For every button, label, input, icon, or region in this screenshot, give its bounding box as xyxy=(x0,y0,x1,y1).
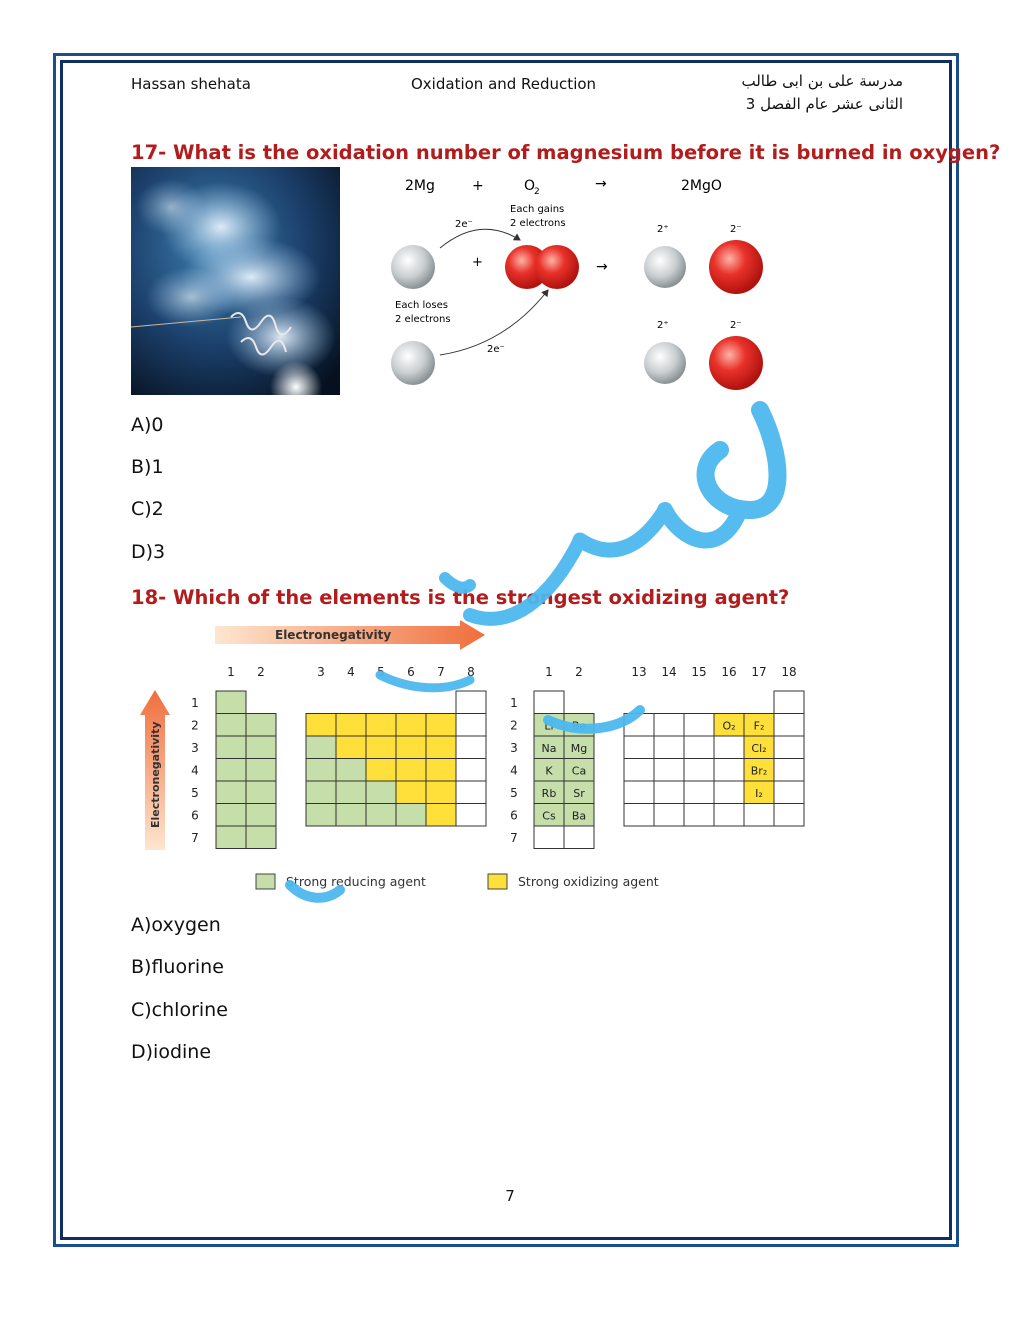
element-symbol: Cl₂ xyxy=(751,742,767,755)
element-symbol: F₂ xyxy=(753,719,765,733)
right-period-label: 5 xyxy=(510,786,518,800)
question-18-text: 18- Which of the elements is the strongest oxidizing agent? xyxy=(131,586,790,609)
equation-plus: + xyxy=(472,178,484,194)
element-symbol: Be xyxy=(571,719,587,733)
right-period-label: 7 xyxy=(510,831,518,845)
equation-mgo: 2MgO xyxy=(681,178,722,194)
q18-option-a: A)oxygen xyxy=(131,914,221,936)
equation-o2-subscript: 2 xyxy=(534,187,540,197)
charge-o-ion-2: 2⁻ xyxy=(730,320,742,331)
magnesium-oxygen-reaction-diagram xyxy=(385,170,785,400)
q18-option-b: B)fluorine xyxy=(131,956,224,978)
header-author: Hassan shehata xyxy=(131,75,251,93)
left-period-label: 6 xyxy=(191,808,199,823)
charge-mg-ion-2: 2⁺ xyxy=(657,320,669,331)
right-period-label: 1 xyxy=(510,696,518,710)
header-school-line1: مدرسة على بن ابى طالب xyxy=(741,72,903,90)
legend-reducing-swatch xyxy=(256,874,275,889)
left-cell-group1 xyxy=(216,714,246,737)
left-cell-group2 xyxy=(246,736,276,759)
legend-reducing-label: Strong reducing agent xyxy=(286,874,426,889)
electronegativity-horizontal-label: Electronegativity xyxy=(275,628,392,642)
question-17-text: 17- What is the oxidation number of magnesium before it is burned in oxygen? xyxy=(131,141,1001,164)
element-symbol: Na xyxy=(541,742,557,755)
q17-option-c: C)2 xyxy=(131,498,164,520)
left-cell-group1 xyxy=(216,781,246,804)
element-symbol: Rb xyxy=(541,787,557,800)
handwritten-signature-watermark xyxy=(280,390,800,920)
left-group-header: 1 xyxy=(227,665,235,679)
q17-option-d: D)3 xyxy=(131,541,166,563)
left-period-label: 7 xyxy=(191,831,199,845)
q18-option-d: D)iodine xyxy=(131,1041,212,1063)
left-group-header: 7 xyxy=(437,665,445,679)
right-p-group-header: 18 xyxy=(781,665,797,679)
equation-arrow: → xyxy=(595,176,607,192)
left-cell-group1 xyxy=(216,736,246,759)
element-symbol: K xyxy=(545,764,553,778)
gain-label-line1: Each gains xyxy=(510,204,565,215)
element-symbol: I₂ xyxy=(755,787,763,800)
left-cell-group1 xyxy=(216,804,246,827)
right-p-group-header: 17 xyxy=(751,665,767,679)
electron-transfer-arrow-top xyxy=(440,229,520,248)
equation-o2: O xyxy=(524,178,536,194)
left-cell-group1 xyxy=(216,759,246,782)
left-cell-group2 xyxy=(246,759,276,782)
electron-label-top: 2e⁻ xyxy=(455,219,473,230)
header-subject: Oxidation and Reduction xyxy=(411,75,597,93)
left-cell-group1 xyxy=(216,691,246,714)
left-group-header: 4 xyxy=(347,665,355,679)
right-p-group-header: 16 xyxy=(721,665,737,679)
left-group-header: 6 xyxy=(407,665,415,679)
right-s-group-header: 1 xyxy=(545,665,553,679)
element-symbol: Sr xyxy=(573,787,585,800)
left-period-label: 2 xyxy=(191,718,199,733)
magnesium-atom-1 xyxy=(391,245,435,289)
equation-mg: 2Mg xyxy=(405,178,435,194)
right-period-label: 2 xyxy=(510,718,518,733)
magnesium-ion-2 xyxy=(644,342,686,384)
lose-label-line2: 2 electrons xyxy=(395,314,451,325)
right-s-group-header: 2 xyxy=(575,665,583,679)
header-school-line2: الثانى عشر عام الفصل 3 xyxy=(745,95,903,113)
left-group-header: 3 xyxy=(317,665,325,679)
left-cell-group2 xyxy=(246,826,276,849)
middle-plus: + xyxy=(472,255,483,270)
element-symbol: O₂ xyxy=(722,719,736,733)
element-symbol: Ca xyxy=(571,764,587,778)
charge-mg-ion-1: 2⁺ xyxy=(657,224,669,235)
burning-magnesium-photo xyxy=(131,167,340,395)
element-symbol: Mg xyxy=(570,742,588,755)
element-symbol: Ba xyxy=(571,809,587,823)
left-period-label: 1 xyxy=(191,696,199,710)
element-symbol: Br₂ xyxy=(750,764,768,778)
legend-oxidizing-label: Strong oxidizing agent xyxy=(518,874,659,889)
right-period-label: 3 xyxy=(510,741,518,755)
electron-label-bottom: 2e⁻ xyxy=(487,344,505,355)
q17-option-b: B)1 xyxy=(131,456,164,478)
right-p-group-header: 15 xyxy=(691,665,707,679)
left-cell-group2 xyxy=(246,804,276,827)
q17-option-a: A)0 xyxy=(131,414,164,436)
element-symbol: Cs xyxy=(542,809,556,823)
oxygen-atom-2 xyxy=(535,245,579,289)
oxide-ion-2 xyxy=(709,336,763,390)
left-period-label: 3 xyxy=(191,741,199,755)
left-cell-group1 xyxy=(216,826,246,849)
left-group-header: 5 xyxy=(377,665,385,679)
magnesium-ion-1 xyxy=(644,246,686,288)
left-group-header: 8 xyxy=(467,665,475,679)
right-period-label: 6 xyxy=(510,808,518,823)
magnesium-atom-2 xyxy=(391,341,435,385)
left-period-label: 4 xyxy=(191,763,199,778)
right-p-group-header: 14 xyxy=(661,665,677,679)
oxide-ion-1 xyxy=(709,240,763,294)
gain-label-line2: 2 electrons xyxy=(510,218,566,229)
left-group-header: 2 xyxy=(257,665,265,679)
page-number: 7 xyxy=(505,1187,515,1205)
left-cell-group2 xyxy=(246,714,276,737)
charge-o-ion-1: 2⁻ xyxy=(730,224,742,235)
right-period-label: 4 xyxy=(510,763,518,778)
element-symbol: Li xyxy=(544,719,554,733)
left-cell-group2 xyxy=(246,781,276,804)
right-p-group-header: 13 xyxy=(631,665,647,679)
left-period-label: 5 xyxy=(191,786,199,800)
q18-option-c: C)chlorine xyxy=(131,999,228,1021)
lose-label-line1: Each loses xyxy=(395,300,448,311)
electronegativity-vertical-label: Electronegativity xyxy=(149,721,162,828)
middle-arrow: → xyxy=(596,259,608,275)
